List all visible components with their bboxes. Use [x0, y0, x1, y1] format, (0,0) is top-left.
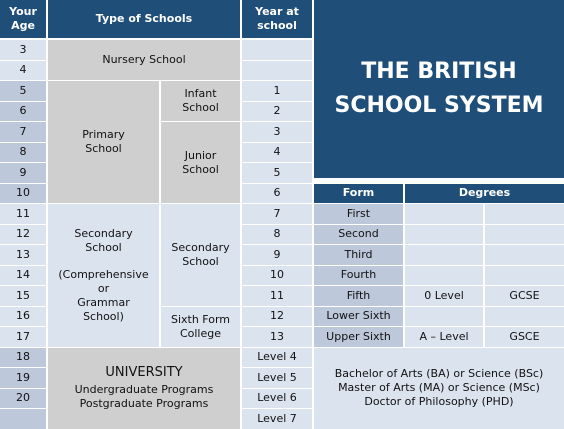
year-cell: Level 5 [242, 368, 312, 388]
year-cell: 7 [242, 204, 312, 224]
degree-cell: GCSE [485, 286, 564, 306]
age-cell: 10 [0, 184, 46, 204]
year-cell: Level 4 [242, 348, 312, 368]
forms-header-degrees: Degrees [405, 184, 564, 204]
age-cell: 20 [0, 389, 46, 409]
header-age: Your Age [0, 0, 46, 38]
form-cell: Fifth [314, 286, 403, 306]
secondary-school-left: Secondary School (Comprehensive or Grammar School) [48, 204, 159, 347]
age-cell: 13 [0, 245, 46, 265]
title-block [314, 0, 564, 178]
degree-cell [405, 225, 483, 245]
year-cell: 6 [242, 184, 312, 204]
age-cell: 14 [0, 266, 46, 286]
degree-cell: A – Level [405, 327, 483, 347]
sixth-form-college: Sixth Form College [161, 307, 240, 347]
header-type: Type of Schools [48, 0, 240, 38]
degree-cell [485, 307, 564, 327]
age-cell: 16 [0, 307, 46, 327]
degree-cell [485, 225, 564, 245]
degree-cell [405, 204, 483, 224]
degree-cell [405, 307, 483, 327]
form-cell: Fourth [314, 266, 403, 286]
age-cell: 8 [0, 143, 46, 163]
year-cell: 9 [242, 245, 312, 265]
junior-school: Junior School [161, 122, 240, 203]
form-cell: Second [314, 225, 403, 245]
year-cell: 13 [242, 327, 312, 347]
age-cell: 7 [0, 122, 46, 142]
year-cell: 4 [242, 143, 312, 163]
forms-header-form: Form [314, 184, 403, 204]
header-year: Year at school [242, 0, 312, 38]
age-cell: 12 [0, 225, 46, 245]
age-cell: 5 [0, 81, 46, 101]
primary-school: Primary School [48, 81, 159, 203]
degree-cell [485, 245, 564, 265]
year-cell: 12 [242, 307, 312, 327]
higher-degrees: Bachelor of Arts (BA) or Science (BSc) Master of Arts (MA) or Science (MSc) Doctor of Philosophy (PHD) [314, 348, 564, 429]
year-cell: 3 [242, 122, 312, 142]
age-cell: 3 [0, 40, 46, 60]
age-cell: 11 [0, 204, 46, 224]
degree-cell: 0 Level [405, 286, 483, 306]
form-cell: First [314, 204, 403, 224]
age-cell: 15 [0, 286, 46, 306]
age-cell: 19 [0, 368, 46, 388]
degree-cell [485, 204, 564, 224]
page-title: THE BRITISH SCHOOL SYSTEM [334, 58, 544, 118]
degree-cell: GSCE [485, 327, 564, 347]
year-cell: 8 [242, 225, 312, 245]
form-cell: Upper Sixth [314, 327, 403, 347]
age-cell [0, 409, 46, 429]
year-cell: 10 [242, 266, 312, 286]
year-cell: 2 [242, 102, 312, 122]
university-block [48, 348, 240, 429]
form-cell: Third [314, 245, 403, 265]
year-cell: 5 [242, 163, 312, 183]
age-cell: 6 [0, 102, 46, 122]
age-cell: 9 [0, 163, 46, 183]
age-cell: 17 [0, 327, 46, 347]
year-cell: Level 6 [242, 389, 312, 409]
form-cell: Lower Sixth [314, 307, 403, 327]
year-cell [242, 40, 312, 60]
degree-cell [485, 266, 564, 286]
degree-cell [405, 266, 483, 286]
secondary-school-right: Secondary School [161, 204, 240, 306]
year-cell: 11 [242, 286, 312, 306]
year-cell: Level 7 [242, 409, 312, 429]
infant-school: Infant School [161, 81, 240, 121]
age-cell: 4 [0, 61, 46, 81]
year-cell: 1 [242, 81, 312, 101]
university-label: UNIVERSITY [105, 365, 183, 381]
year-cell [242, 61, 312, 81]
nursery-school: Nursery School [48, 40, 240, 80]
age-cell: 18 [0, 348, 46, 368]
degree-cell [405, 245, 483, 265]
university-programs: Undergraduate Programs Postgraduate Programs [74, 383, 214, 411]
